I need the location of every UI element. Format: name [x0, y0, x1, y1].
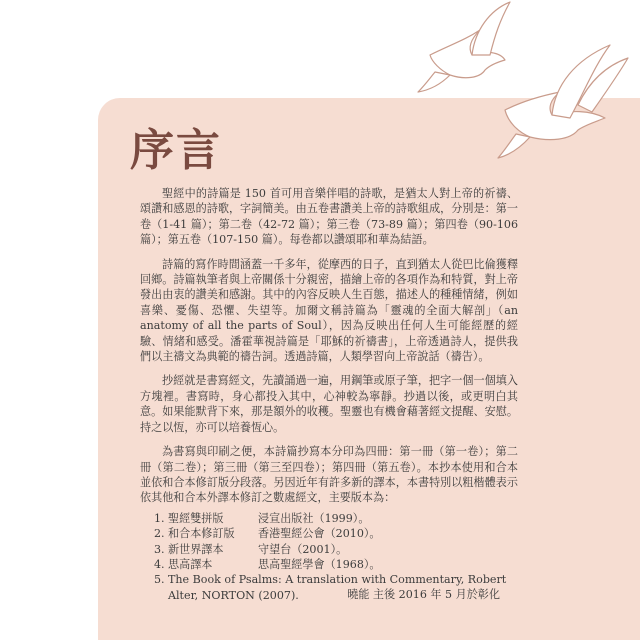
version-publisher: 浸宣出版社（1999）。 [258, 511, 370, 525]
page-title: 序言 [130, 125, 222, 176]
list-number: 3. [154, 542, 165, 556]
list-number: 5. [154, 573, 165, 587]
version-publisher: 香港聖經公會（2010）。 [258, 527, 381, 541]
signature: 曉能 主後 2016 年 5 月於彰化 [347, 588, 500, 601]
list-item [154, 557, 518, 572]
doves-illustration [410, 0, 630, 170]
version-citation: The Book of Psalms: A translation with Commentary, Robert Alter, NORTON (2007). [168, 573, 507, 602]
list-item [154, 511, 518, 526]
list-number: 2. [154, 527, 165, 541]
version-name: 和合本修訂版 [168, 527, 235, 541]
version-name: 聖經雙拼版 [168, 511, 224, 525]
version-name: 思高譯本 [168, 557, 213, 571]
paragraph-volumes: 為書寫與印刷之便，本詩篇抄寫本分印為四冊：第一冊（第一卷）；第二冊（第二卷）；第三冊（第三至四卷）；第四冊（第五卷）。本抄本使用和合本並依和合本修訂版分段落。另因近年有許多新的譯本，本書特別以粗楷體表示依其他和合本外譯本修訂之數處經文，主要版本為： [140, 445, 518, 505]
list-number: 1. [154, 511, 165, 525]
list-item [154, 526, 518, 541]
version-name: 新世界譯本 [168, 542, 224, 556]
paragraph-intro: 聖經中的詩篇是 150 首可用音樂伴唱的詩歌，是猶太人對上帝的祈禱、頌讚和感恩的詩歌，字詞簡美。由五卷書讚美上帝的詩歌組成，分別是：第一卷（1-41 篇）；第二卷（42-72 篇）；第三卷（73-89 篇）；第四卷（90-106 篇）；第五卷（107-150 篇）。每卷都以讚頌耶和華為結語。 [140, 187, 518, 247]
paragraph-copying: 抄經就是書寫經文，先讀誦過一遍，用鋼筆或原子筆，把字一個一個填入方塊裡。書寫時，身心都投入其中，心神較為寧靜。抄過以後，或更明白其意。如果能默背下來，那是額外的收穫。聖靈也有機會藉著經文提醒、安慰。持之以恆，亦可以培養恆心。 [140, 374, 518, 434]
list-number: 4. [154, 557, 165, 571]
list-item [154, 542, 518, 557]
version-publisher: 守望台（2001）。 [258, 542, 348, 556]
version-publisher: 思高聖經學會（1968）。 [258, 557, 381, 571]
paragraph-history: 詩篇的寫作時間涵蓋一千多年，從摩西的日子，直到猶太人從巴比倫獲釋回鄉。詩篇執筆者與上帝關係十分親密，描繪上帝的各項作為和特質，對上帝發出由衷的讚美和感謝。其中的內容反映人生百態，描述人的種種情緒，例如喜樂、憂傷、恐懼、失望等。加爾文稱詩篇為「靈魂的全面大解剖」（an anatomy of all the parts of Soul），因為反映出任何人生可能經歷的經驗、情緒和感受。潘霍華視詩篇是「耶穌的祈禱書」，上帝透過詩人，提供我們以主禱文為典範的禱告詞。透過詩篇，人類學習向上帝說話（禱告）。 [140, 257, 518, 364]
preface-body [140, 186, 518, 603]
